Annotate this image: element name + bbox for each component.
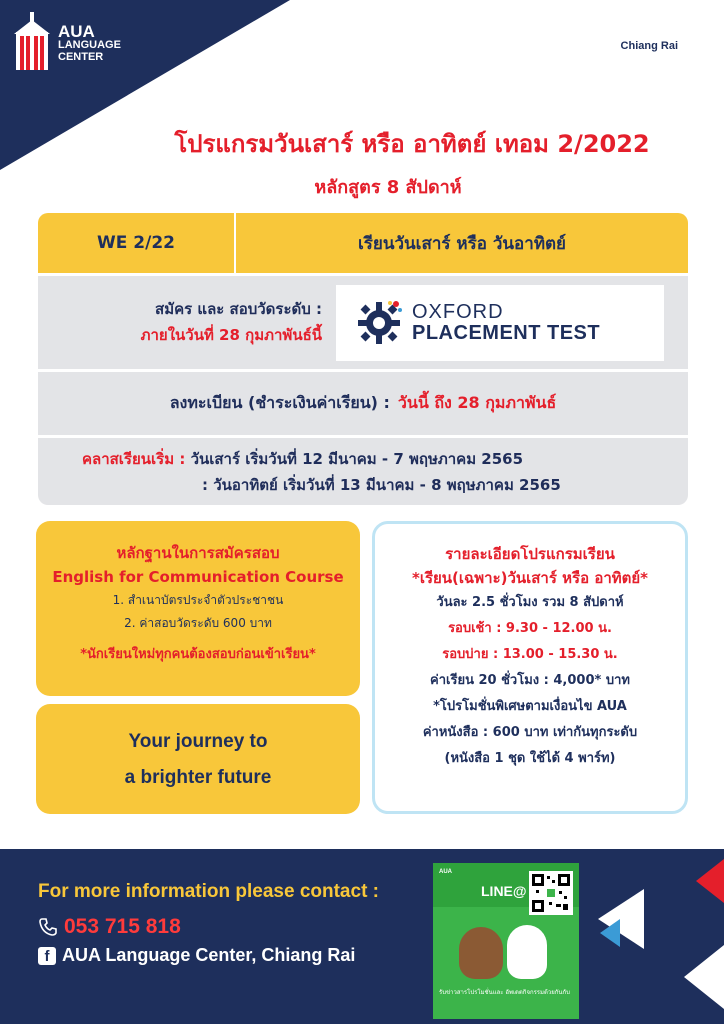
documents-item: 2. ค่าสอบวัดระดับ 600 บาท (124, 615, 272, 630)
contact-facebook[interactable] (38, 945, 355, 966)
decor-triangle-blue (600, 919, 620, 947)
facebook-name: AUA Language Center, Chiang Rai (62, 945, 356, 965)
location-label: Chiang Rai (620, 40, 678, 52)
contact-lead: For more information please contact : (38, 881, 379, 902)
details-afternoon: รอบบ่าย : 13.00 - 15.30 น. (442, 647, 618, 662)
cony-bunny-sticker (507, 925, 547, 979)
contact-footer (0, 849, 724, 1024)
page-title: โปรแกรมวันเสาร์ หรือ อาทิตย์ เทอม 2/2022 (174, 130, 650, 158)
schedule-table (38, 213, 688, 505)
qr-code (529, 871, 573, 915)
slogan-line-2: a brighter future (124, 767, 272, 789)
details-book-note: (หนังสือ 1 ชุด ใช้ได้ 4 พาร์ท) (444, 751, 616, 766)
line-title: LINE@ (481, 883, 527, 899)
slogan-box (36, 704, 360, 814)
details-hours: วันละ 2.5 ชั่วโมง รวม 8 สัปดาห์ (436, 595, 624, 610)
oxford-line-2: PLACEMENT TEST (412, 321, 601, 344)
qr-code-icon (532, 874, 570, 912)
facebook-icon: f (38, 947, 56, 965)
register-row (38, 369, 688, 435)
apply-deadline: ภายในวันที่ 28 กุมภาพันธ์นี้ (140, 325, 322, 344)
gear-icon (356, 300, 402, 346)
term-code: WE 2/22 (38, 213, 236, 273)
details-book-fee: ค่าหนังสือ : 600 บาท เท่ากันทุกระดับ (422, 725, 638, 740)
documents-course: English for Communication Course (52, 568, 344, 586)
documents-heading: หลักฐานในการสมัครสอบ (116, 544, 280, 562)
program-details-box (372, 521, 688, 814)
register-dates: วันนี้ ถึง 28 กุมภาพันธ์ (397, 393, 557, 412)
details-fee: ค่าเรียน 20 ชั่วโมง : 4,000* บาท (430, 673, 630, 688)
documents-warning: *นักเรียนใหม่ทุกคนต้องสอบก่อนเข้าเรียน* (80, 646, 316, 662)
brand-sub-1: LANGUAGE (58, 39, 121, 52)
apply-label: สมัคร และ สอบวัดระดับ : (155, 300, 322, 318)
table-header-row (38, 213, 688, 273)
line-qr-card[interactable] (433, 863, 579, 1019)
details-subheading: *เรียน(เฉพาะ)วันเสาร์ หรือ อาทิตย์* (411, 569, 649, 587)
apply-row (38, 273, 688, 369)
page-subtitle: หลักสูตร 8 สัปดาห์ (314, 177, 462, 198)
register-label: ลงทะเบียน (ชำระเงินค่าเรียน) : (169, 393, 390, 412)
decor-triangle-white-2 (684, 945, 724, 1009)
line-card-logo: AUA (439, 869, 452, 875)
decor-triangle-red (696, 859, 724, 903)
brown-bear-sticker (459, 927, 503, 979)
class-start-row (38, 435, 688, 505)
start-saturday: วันเสาร์ เริ่มวันที่ 12 มีนาคม - 7 พฤษภาคม 2565 (190, 450, 524, 468)
brand-name: AUA (58, 21, 95, 41)
documents-item: 1. สำเนาบัตรประจำตัวประชาชน (112, 593, 284, 607)
phone-icon (38, 917, 58, 937)
details-heading: รายละเอียดโปรแกรมเรียน (445, 545, 615, 563)
aua-logo (12, 12, 121, 74)
oxford-line-1: OXFORD (412, 300, 504, 323)
start-label: คลาสเรียนเริ่ม : (82, 450, 186, 468)
slogan-line-1: Your journey to (128, 731, 268, 752)
start-sunday: : วันอาทิตย์ เริ่มวันที่ 13 มีนาคม - 8 พฤษภาคม 2565 (202, 476, 561, 495)
contact-phone[interactable] (38, 915, 181, 939)
schedule-label: เรียนวันเสาร์ หรือ วันอาทิตย์ (357, 233, 567, 254)
documents-box (36, 521, 360, 696)
brand-sub-2: CENTER (58, 50, 104, 63)
oxford-placement-logo (336, 285, 664, 361)
details-morning: รอบเช้า : 9.30 - 12.00 น. (448, 621, 612, 636)
details-promo: *โปรโมชั่นพิเศษตามเงื่อนไข AUA (433, 699, 627, 714)
aua-building-icon (12, 12, 52, 74)
line-caption: รับข่าวสารโปรโมชั่นและ อัพเดตกิจกรรมด้วยกันกับ (439, 989, 570, 996)
phone-number: 053 715 818 (64, 915, 181, 938)
